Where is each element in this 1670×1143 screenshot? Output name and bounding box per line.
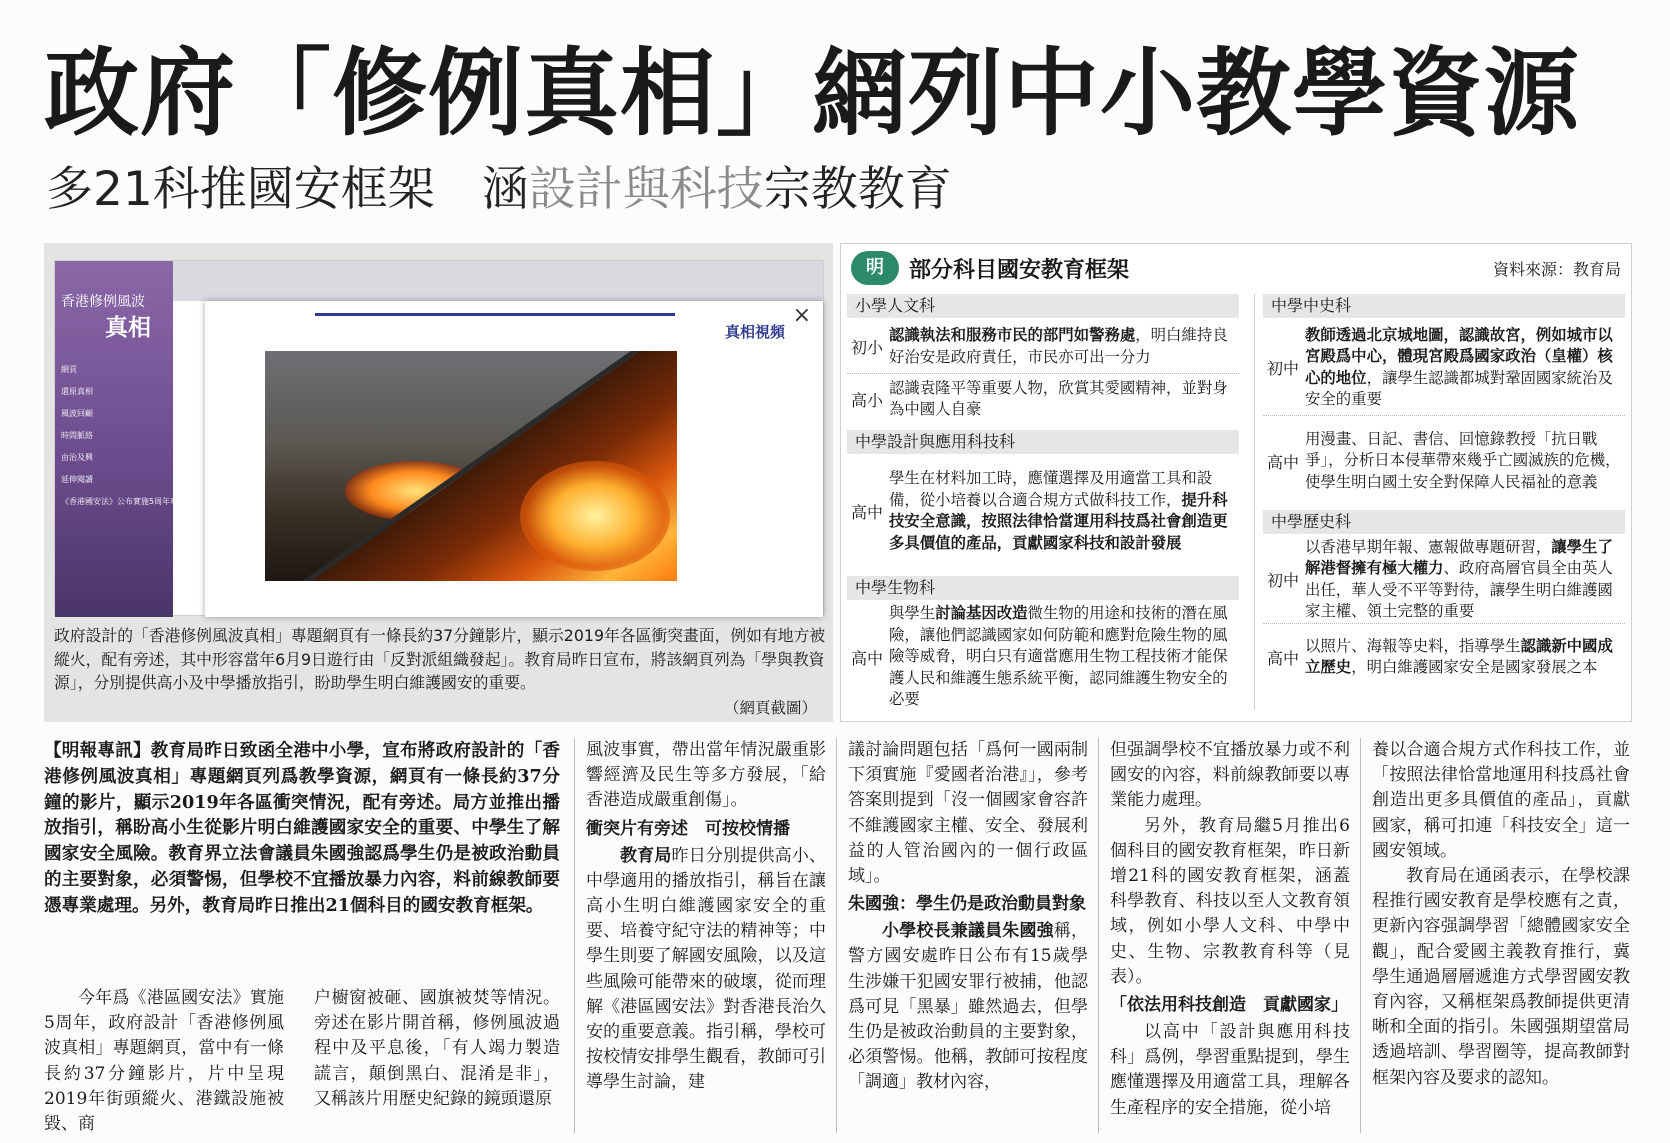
article-paragraph: 户櫥窗被砸、國旗被焚等情況。旁述在影片開首稱，修例風波過程中及平息後，「有人竭力製造謊言，顛倒黑白、混淆是非」，又稱該片用歷史紀錄的鏡頭還原 [314,988,560,1109]
webpage-screenshot [54,260,824,616]
column-divider [1254,294,1255,710]
subject-heading: 中學設計與應用科技科 [847,430,1239,454]
level-label: 高中 [850,648,883,668]
article-column [586,738,826,1133]
article-paragraph: 教育局在通函表示，在學校課程推行國安教育是學校應有之責，更新內容强調學習「總體國家安全觀」，配合愛國主義教育推行，冀學生通過層層遞進方式學習國安教育內容，又稱框架爲教師提供更清晰和全面的指引。朱國强期望當局透過培訓、學習圈等，提高教師對框架內容及要求的認知。 [1372,866,1630,1088]
subheading: 「依法用科技創造 貢獻國家」 [1110,995,1348,1016]
photo-credit: （網頁截圖） [723,699,817,717]
site-topbar [173,261,823,301]
subject-section [847,576,1239,712]
subject-section [847,294,1239,424]
subject-section [847,430,1239,566]
close-icon: × [792,303,811,328]
level-label: 高小 [850,390,883,410]
article-paragraph: 議討論問題包括「爲何一國兩制下須實施『愛國者治港』」，參考答案則提到「沒一個國家會容許不維護國家主權、安全、發展利益的人管治國內的一個行政區域」。 [848,740,1088,887]
row-text: 認識袁隆平等重要人物，欣賞其愛國精神，並對身為中國人自豪 [889,378,1228,418]
site-logo-line1: 香港修例風波 [61,294,145,310]
modal-accent-line [315,313,675,316]
article-lead: 【明報專訊】教育局昨日致函全港中小學，宣布將政府設計的「香港修例風波真相」專題網頁列爲教學資源，網頁有一條長約37分鐘的影片，顯示2019年各區衝突情況，配有旁述。局方並推出播放指引，稱盼高小生從影片明白維護國家安全的重要、中學生了解國家安全風險。教育界立法會議員朱國強認爲學生仍是被政治動員的主要對象，必須警惕，但學校不宜播放暴力內容，料前線教師要憑專業處理。另外，教育局昨日推出21個科目的國安教育框架。 [44,740,560,916]
article-paragraph: 小學校長兼議員朱國強稱，警方國安處昨日公布有15歲學生涉嫌干犯國安罪行被捕，他認爲可見「黑暴」雖然過去，但學生仍是被政治動員的主要對象，必須警惕。他稱，教師可按程度「調適」教材內容， [848,921,1089,1093]
article-column [848,738,1088,1133]
table-right-column [1263,294,1625,690]
level-label: 初中 [1266,571,1299,590]
subject-heading: 小學人文科 [847,294,1239,318]
site-logo-line2: 真相 [105,315,151,341]
subheading: 朱國強：學生仍是政治動員對象 [848,894,1086,915]
column-rule [1098,738,1099,1133]
article-paragraph: 另外，教育局繼5月推出6個科目的國安教育框架，昨日新增21科的國安教育框架，涵蓋科學教育、科技以至人文教育領域，例如小學人文科、中學中史、生物、宗教教育科等（見表）。 [1110,815,1350,987]
table-source: 資料來源：教育局 [1492,260,1621,279]
table-title: 部分科目國安教育框架 [909,258,1130,283]
subheadline: 多21科推國安框架 涵設計與科技宗教教育 [46,162,952,217]
subject-section [1263,510,1625,690]
headline: 政府「修例真相」網列中小教學資源 [44,38,1581,149]
framework-table [840,243,1632,722]
site-menu-item: 網頁 [61,365,77,374]
subject-heading: 中學生物科 [847,576,1239,600]
level-label: 初中 [1266,359,1299,378]
site-menu [61,365,203,519]
level-label: 高中 [850,502,883,522]
row-text: 以香港早期年報、憲報做專題研習，讓學生了解港督擁有極大權力、政府高層官員全由英人出任，華人受不平等對待，讓學生明白維護國家主權、領土完整的重要 [1305,537,1613,620]
split-divider [265,351,677,581]
subject-heading: 中學中史科 [1263,294,1625,318]
article-paragraph: 今年爲《港區國安法》實施5周年，政府設計「香港修例風波真相」專題網頁，當中有一條長約37分鐘影片，片中呈現2019年街頭縱火、港鐵設施被毀、商 [44,988,284,1135]
article-body [44,738,1634,1133]
modal-title: 真相視頻 [724,323,785,341]
article-paragraph: 以高中「設計與應用科技科」爲例，學習重點提到，學生應懂選擇及用適當工具，理解各生產程序的安全措施，從小培 [1110,1022,1350,1118]
photo-panel [44,243,833,722]
table-row [847,602,1239,712]
mingpao-badge: 明 [851,251,899,285]
photo-caption: 政府設計的「香港修例風波真相」專題網頁有一條長約37分鐘影片，顯示2019年各區衝突畫面，例如有地方被縱火，配有旁述，其中形容當年6月9日遊行由「反對派組織發起」。教育局昨日宣布，將該網頁列為「學與教資源」，分別提供高小及中學播放指引，盼助學生明白維護國安的重要。 [54,626,826,692]
site-menu-item: 還原真相 [61,387,93,396]
site-menu-item: 由治及興 [61,453,93,462]
row-text: 與學生討論基因改造微生物的用途和技術的潛在風險，讓他們認識國家如何防範和應對危險生物的風險等威脅，明白只有適當應用生物工程技術才能保護人民和維護生態系統平衡，認同維護生物安全的必要 [889,604,1228,709]
video-frame [265,351,677,581]
article-paragraph: 教育局昨日分別提供高小、中學適用的播放指引，稱旨在讓高小生明白維護國家安全的重要、培養守紀守法的精神等；中學生則要了解國安風險，以及這些風險可能帶來的破壞，從而理解《港區國安法》對香港長治久安的重要意義。指引稱，學校可按校情安排學生觀看，教師可引導學生討論，建 [586,845,827,1093]
table-row [847,456,1239,566]
site-menu-item: 風波回顧 [61,409,93,418]
level-label: 初小 [850,338,883,357]
article-paragraph: 養以合適合規方式作科技工作，並「按照法律恰當地運用科技爲社會創造出更多具價值的產品」，貢獻國家，稱可扣連「科技安全」這一國安領域。 [1372,740,1630,861]
article-paragraph: 但强調學校不宜播放暴力或不利國安的內容，料前線教師要以專業能力處理。 [1110,740,1350,811]
table-row [1263,320,1625,416]
site-menu-item: 時間脈絡 [61,431,93,440]
table-row [847,320,1239,374]
article-column [1372,738,1630,1133]
column-rule [1360,738,1361,1133]
level-label: 高中 [1266,452,1299,472]
article-paragraph: 風波事實，帶出當年情況嚴重影響經濟及民生等多方發展，「給香港造成嚴重創傷」。 [586,740,826,811]
row-text: 用漫畫、日記、書信、回憶錄教授「抗日戰爭」，分析日本侵華帶來幾乎亡國滅族的危機，使學生明白國土安全對保障人民福祉的意義 [1305,429,1621,491]
table-row [847,374,1239,424]
row-text: 以照片、海報等史料，指導學生認識新中國成立歷史，明白維護國家安全是國家發展之本 [1305,636,1613,676]
subject-heading: 中學歷史科 [1263,510,1625,534]
row-text: 學生在材料加工時，應懂選擇及用適當工具和設備，從小培養以合適合規方式做科技工作，提升科技安全意識，按照法律恰當運用科技爲社會創造更多具價值的產品，貢獻國家科技和設計發展 [889,469,1228,552]
table-row [1263,624,1625,690]
table-row [1263,536,1625,624]
subheading: 衝突片有旁述 可按校情播 [586,818,790,839]
article-column [1110,738,1350,1133]
table-row [1263,416,1625,506]
row-text: 認識執法和服務市民的部門如警務處，明白維持良好治安是政府責任，市民亦可出一分力 [889,326,1228,366]
site-menu-item: 《香港國安法》公布實施5周年專題展覽 [61,497,203,506]
subject-section [1263,294,1625,506]
level-label: 高中 [1266,648,1299,668]
site-sidebar [55,261,203,617]
site-menu-item: 延伸閱讀 [61,475,93,484]
table-left-column [847,294,1239,712]
column-rule [836,738,837,1133]
column-rule [574,738,575,1133]
row-text: 教師透過北京城地圖，認識故宮，例如城市以宮殿爲中心，體現宮殿爲國家政治（皇權）核心的地位，讓學生認識都城對鞏固國家統治及安全的重要 [1305,325,1613,408]
